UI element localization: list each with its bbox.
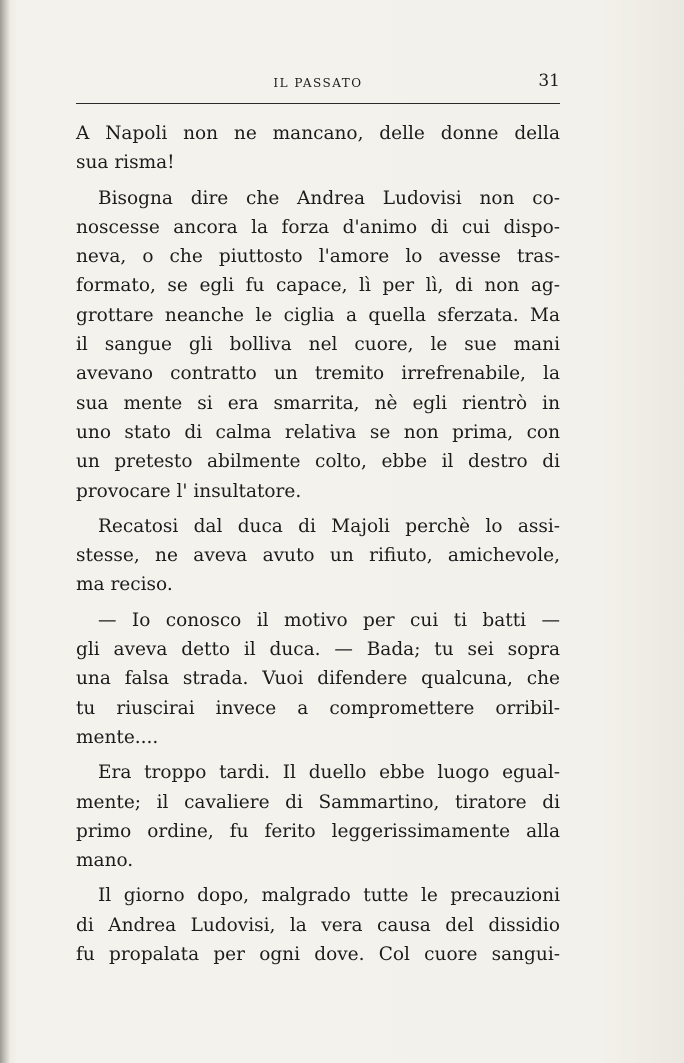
text-line: stesse, ne aveva avuto un rifiuto, amichevole, [76,545,560,567]
text-line: neva, o che piuttosto l'amore lo avesse tras- [76,246,560,268]
body-text [76,119,560,975]
text-line: noscesse ancora la forza d'animo di cui dispo- [76,216,560,238]
text-line: di Andrea Ludovisi, la vera causa del dissidio [76,914,560,936]
text-line: fu propalata per ogni dove. Col cuore sangui- [76,944,560,966]
page-binding-edge [0,0,10,1063]
paragraph [76,758,560,875]
text-line: il sangue gli bolliva nel cuore, le sue mani [76,334,560,356]
text-line: sua mente si era smarrita, nè egli rientrò in [76,392,560,414]
text-line: Recatosi dal duca di Majoli perchè lo assi- [98,515,560,537]
text-line: formato, se egli fu capace, lì per lì, di non ag- [76,275,560,297]
paragraph [76,119,560,178]
page-header [76,70,560,100]
text-line: Il giorno dopo, malgrado tutte le precauzioni [98,885,560,907]
header-rule [76,103,560,104]
text-line: Bisogna dire che Andrea Ludovisi non co- [98,187,560,209]
paragraph [76,512,560,600]
text-line: uno stato di calma relativa se non prima, con [76,421,560,443]
paragraph [76,184,560,506]
text-line: provocare l' insultatore. [76,480,302,502]
text-line: tu riuscirai invece a compromettere orribil- [76,697,560,719]
running-head: IL PASSATO [273,76,363,90]
text-line: mente; il cavaliere di Sammartino, tiratore di [76,791,560,813]
paragraph [76,881,560,969]
text-line: A Napoli non ne mancano, delle donne della [76,123,560,144]
text-line: un pretesto abilmente colto, ebbe il destro di [76,451,560,473]
text-line: mano. [76,850,134,872]
paragraph [76,606,560,752]
text-line: ma reciso. [76,574,173,596]
text-line: mente.... [76,726,159,748]
text-line: una falsa strada. Vuoi difendere qualcuna, che [76,668,560,690]
page-number: 31 [538,71,560,91]
text-line: avevano contratto un tremito irrefrenabile, la [76,363,560,385]
text-line: grottare neanche le ciglia a quella sferzata. Ma [76,304,560,326]
text-line: gli aveva detto il duca. — Bada; tu sei sopra [76,639,560,661]
text-line: primo ordine, fu ferito leggerissimamente alla [76,820,560,842]
text-line: sua risma! [76,152,175,174]
text-line: — Io conosco il motivo per cui ti batti — [98,609,560,631]
text-line: Era troppo tardi. Il duello ebbe luogo egual- [98,762,560,784]
